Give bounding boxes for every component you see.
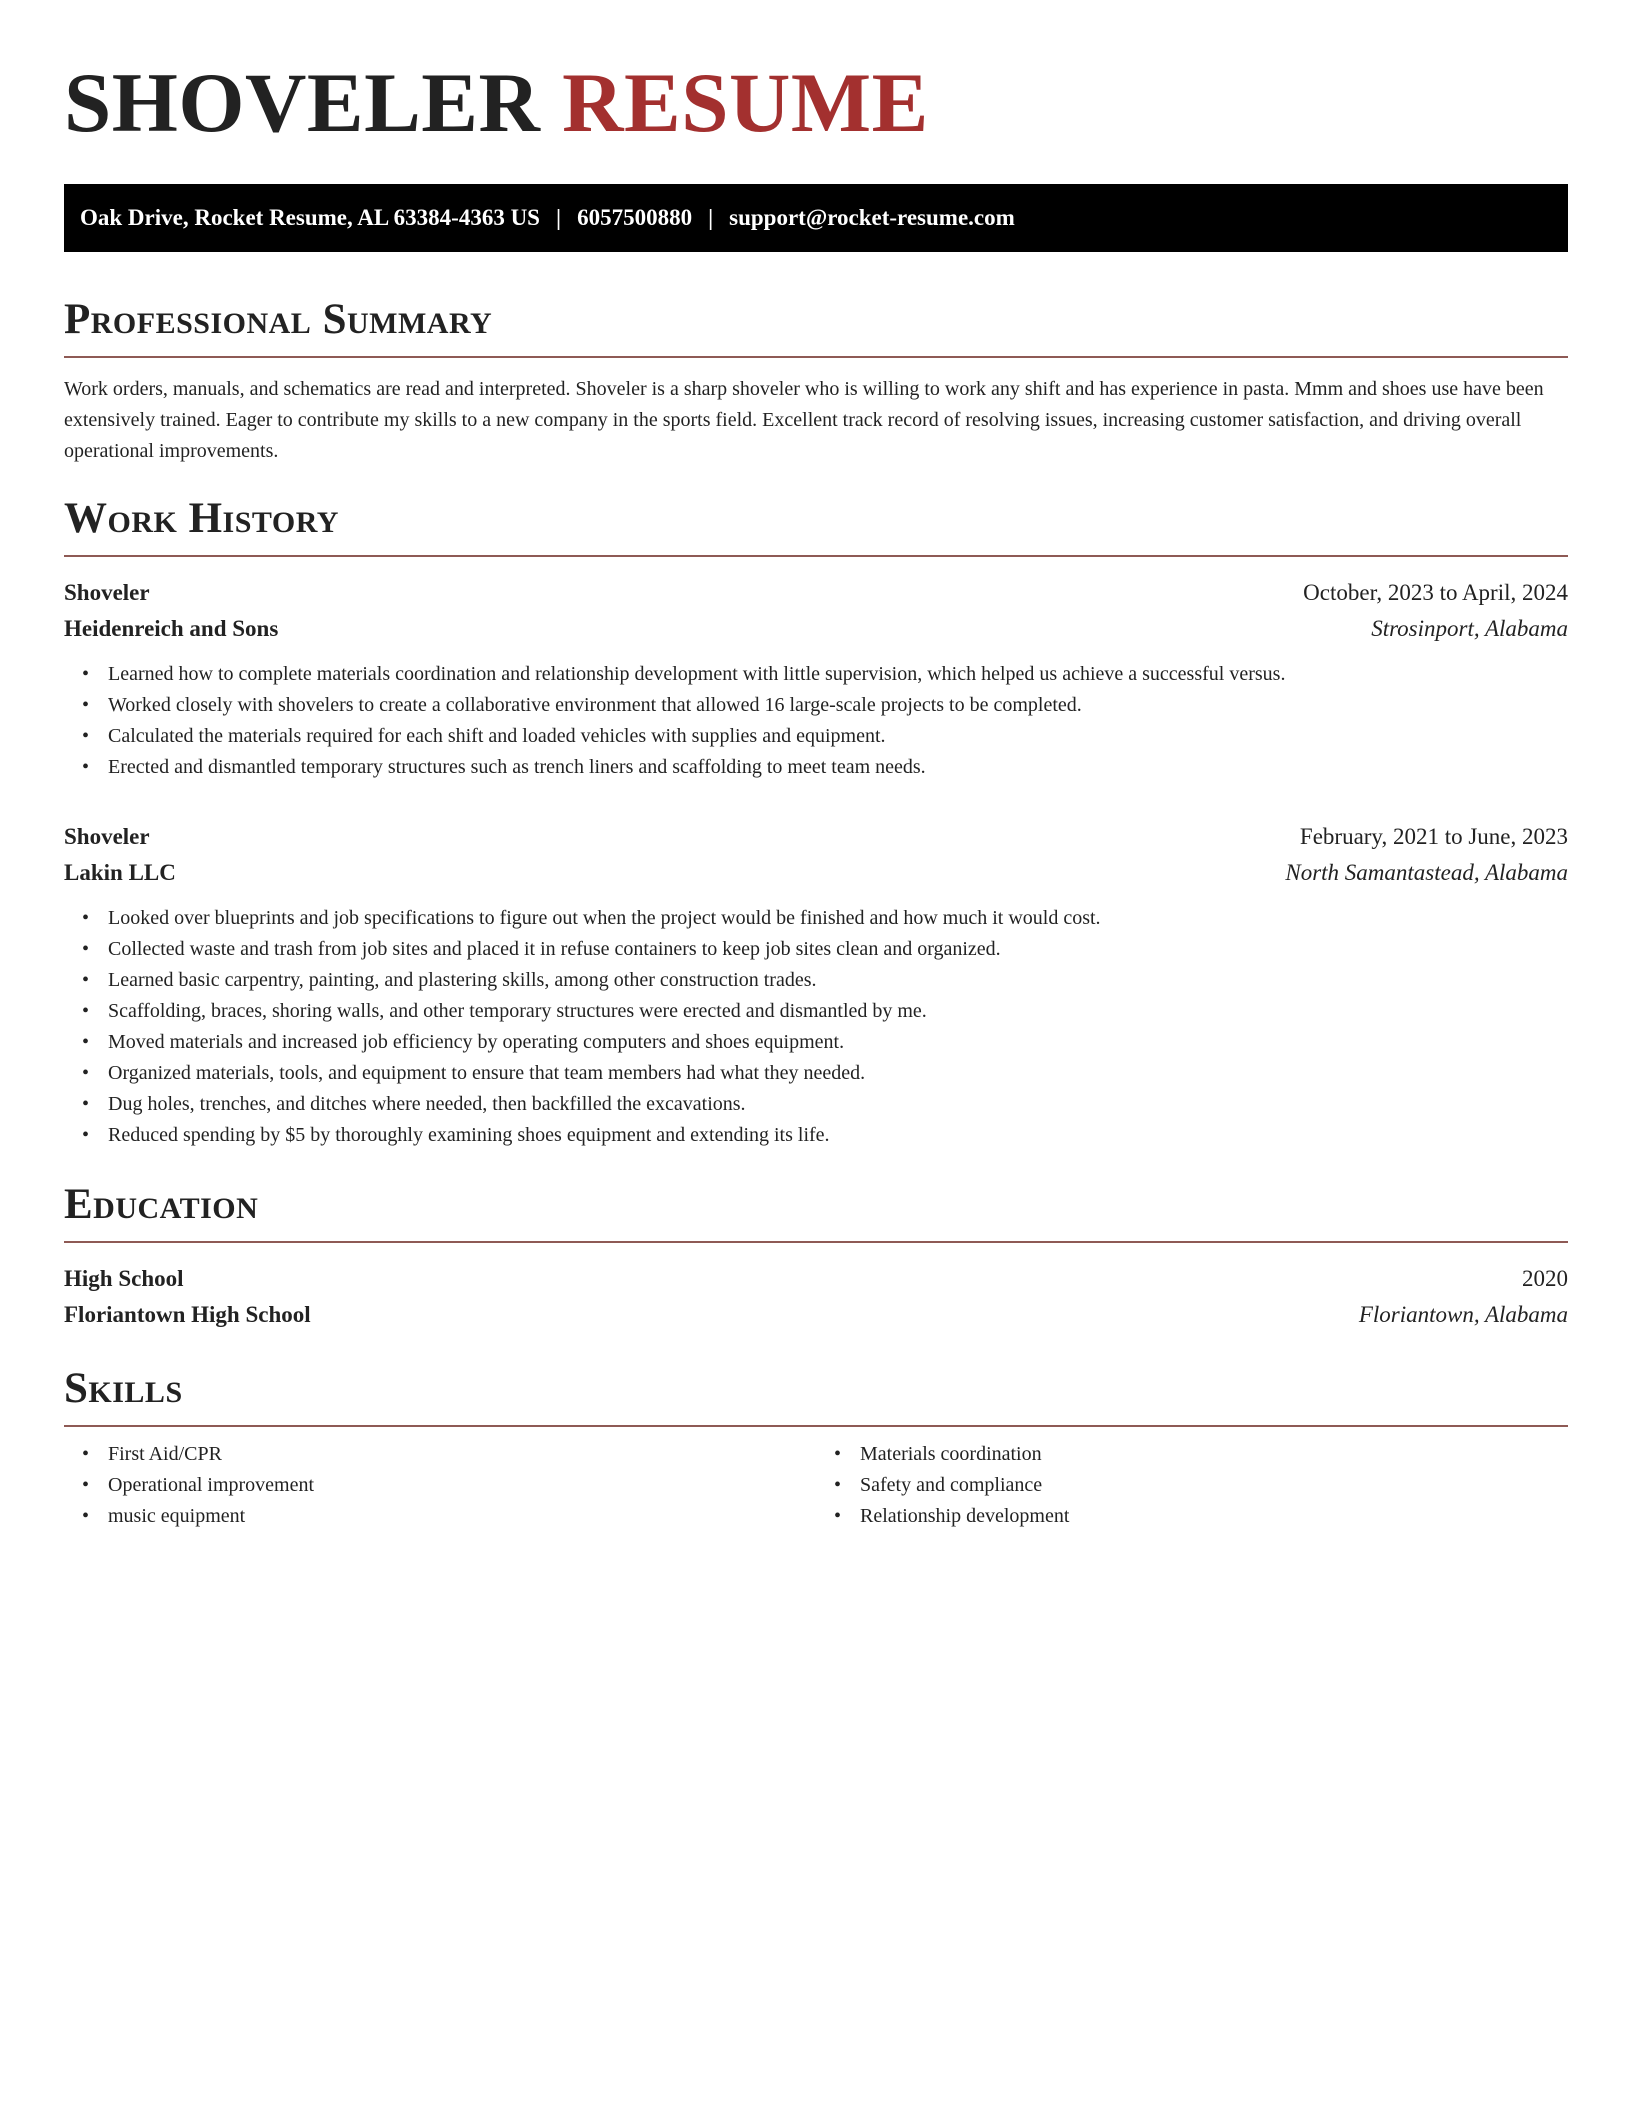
contact-email: support@rocket-resume.com <box>729 205 1015 230</box>
education-year: 2020 <box>1522 1266 1568 1291</box>
job-bullet-list <box>64 903 1568 1151</box>
job-bullet-list <box>64 659 1568 783</box>
job-bullet: • Scaffolding, braces, shoring walls, and other temporary structures were erected and dismantled by me. <box>108 996 1568 1027</box>
summary-heading: Professional Summary <box>64 296 493 343</box>
job-bullet: • Looked over blueprints and job specifications to figure out when the project would be finished and how much it would cost. <box>108 903 1568 934</box>
skills-heading: Skills <box>64 1365 183 1412</box>
job-bullet: • Learned how to complete materials coordination and relationship development with little supervision, which helped us achieve a successful versus. <box>108 659 1568 690</box>
resume-title <box>64 52 1568 154</box>
title-name-last: RESUME <box>562 56 929 150</box>
section-divider <box>64 1425 1568 1427</box>
work-history-heading: Work History <box>64 495 339 542</box>
summary-text: Work orders, manuals, and schematics are read and interpreted. Shoveler is a sharp shoveler who is willing to work any shift and has experience in pasta. Mmm and shoes use have been extensively trained. Eager to contribute my skills to a new company in the sports field. Excellent track record of resolving issues, increasing customer satisfaction, and driving overall operational improvements. <box>64 378 1544 462</box>
job-location: Strosinport, Alabama <box>1371 616 1568 641</box>
job-bullet: • Erected and dismantled temporary structures such as trench liners and scaffolding to meet team needs. <box>108 752 1568 783</box>
job-bullet: • Worked closely with shovelers to create a collaborative environment that allowed 16 large-scale projects to be completed. <box>108 690 1568 721</box>
job-entry <box>64 819 1568 1151</box>
contact-address: Oak Drive, Rocket Resume, AL 63384-4363 US <box>80 205 540 230</box>
skill-item: • Relationship development <box>860 1501 1568 1532</box>
education-location: Floriantown, Alabama <box>1358 1302 1568 1327</box>
skill-item: • Safety and compliance <box>860 1470 1568 1501</box>
job-bullet: • Organized materials, tools, and equipment to ensure that team members had what they needed. <box>108 1058 1568 1089</box>
education-school-row <box>64 1297 1568 1333</box>
skills-list <box>64 1439 816 1532</box>
job-title: Shoveler <box>64 580 150 605</box>
job-title-row <box>64 819 1568 855</box>
job-dates: October, 2023 to April, 2024 <box>1303 580 1568 605</box>
skills-section <box>64 1361 1568 1532</box>
skills-column-right <box>816 1439 1568 1532</box>
job-bullet: • Reduced spending by $5 by thoroughly examining shoes equipment and extending its life. <box>108 1120 1568 1151</box>
skills-grid <box>64 1439 1568 1532</box>
job-location: North Samantastead, Alabama <box>1285 860 1568 885</box>
title-name-first: SHOVELER <box>64 56 541 150</box>
job-bullet: • Moved materials and increased job efficiency by operating computers and shoes equipment. <box>108 1027 1568 1058</box>
education-school: Floriantown High School <box>64 1302 311 1327</box>
section-divider <box>64 356 1568 358</box>
contact-phone: 6057500880 <box>577 205 693 230</box>
section-divider <box>64 555 1568 557</box>
summary-section <box>64 292 1568 467</box>
education-entry <box>64 1261 1568 1333</box>
job-title-row <box>64 575 1568 611</box>
skill-item: • Materials coordination <box>860 1439 1568 1470</box>
job-bullet: • Learned basic carpentry, painting, and plastering skills, among other construction trades. <box>108 965 1568 996</box>
education-degree-row <box>64 1261 1568 1297</box>
education-degree: High School <box>64 1266 184 1291</box>
contact-separator: | <box>708 205 714 230</box>
job-bullet: • Dug holes, trenches, and ditches where needed, then backfilled the excavations. <box>108 1089 1568 1120</box>
job-company-row <box>64 611 1568 647</box>
skills-list <box>816 1439 1568 1532</box>
job-company: Heidenreich and Sons <box>64 616 279 641</box>
job-company-row <box>64 855 1568 891</box>
skill-item: • First Aid/CPR <box>108 1439 816 1470</box>
job-bullet: • Collected waste and trash from job sites and placed it in refuse containers to keep job sites clean and organized. <box>108 934 1568 965</box>
section-divider <box>64 1241 1568 1243</box>
education-section <box>64 1177 1568 1333</box>
skill-item: • Operational improvement <box>108 1470 816 1501</box>
skill-item: • music equipment <box>108 1501 816 1532</box>
job-title: Shoveler <box>64 824 150 849</box>
skills-column-left <box>64 1439 816 1532</box>
contact-bar <box>64 184 1568 252</box>
job-company: Lakin LLC <box>64 860 176 885</box>
contact-separator: | <box>555 205 562 230</box>
job-dates: February, 2021 to June, 2023 <box>1299 824 1568 849</box>
job-bullet: • Calculated the materials required for each shift and loaded vehicles with supplies and equipment. <box>108 721 1568 752</box>
work-history-section <box>64 491 1568 1151</box>
job-entry <box>64 575 1568 783</box>
education-heading: Education <box>64 1181 259 1228</box>
